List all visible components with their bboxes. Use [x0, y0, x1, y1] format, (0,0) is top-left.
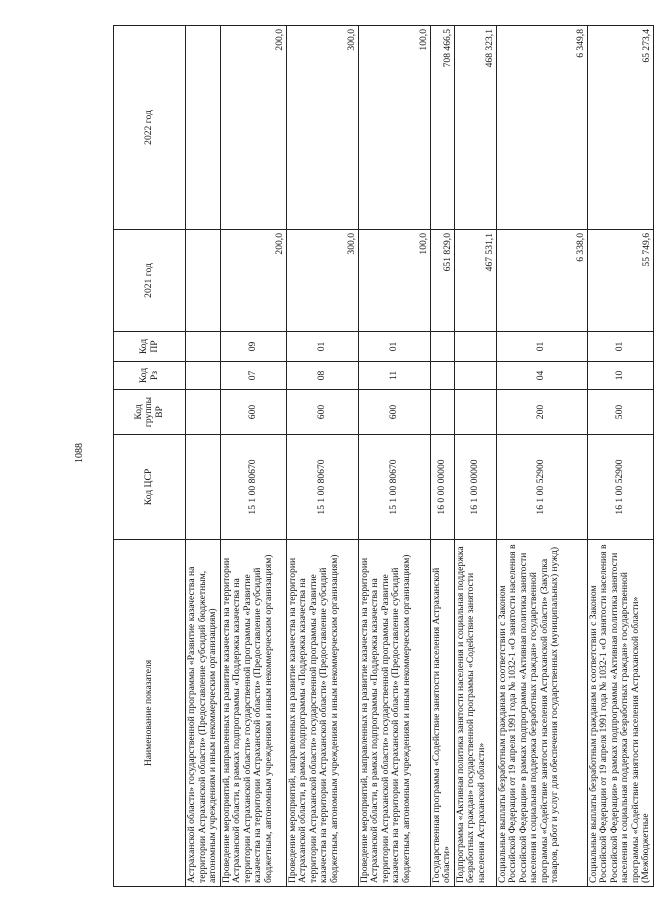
row-2022: 200,0 [220, 26, 286, 230]
header-csr: Код ЦСР [114, 435, 186, 540]
row-csr: 16 1 00 52900 [496, 435, 587, 540]
header-rz: Код Рз [114, 362, 186, 390]
row-name: Подпрограмма «Активная политика занятости населения и социальная поддержка безработных граждан» государственной программы «Содействие занятости населения Астраханской области» [454, 540, 496, 887]
header-row [114, 26, 186, 887]
row-csr: 15 1 00 80670 [358, 435, 430, 540]
table-row [430, 26, 454, 887]
row-2022: 300,0 [286, 26, 358, 230]
row-rz: 10 [587, 362, 653, 390]
table-row [358, 26, 430, 887]
row-csr: 16 0 00 00000 [430, 435, 454, 540]
row-rz: 07 [220, 362, 286, 390]
row-2021: 55 749,6 [587, 230, 653, 332]
row-name: Проведение мероприятий, направленных на развитие казачества на территории Астраханской области, в рамках подпрограммы «Поддержка казачества на территории Астраханской области» государственной программы «Развитие казачества на территории Астраханской области» (Предоставление субсидий бюджетным, автономным учреждениям и иным некоммерческим организациям) [286, 540, 358, 887]
row-vr: 600 [358, 390, 430, 435]
row-name: Астраханской области» государственной программы «Развитие казачества на территории Астраханской области» (Предоставление субсидий бюджетным, автономным учреждениям и иным некоммерческим организациям) [186, 540, 221, 887]
row-csr [186, 435, 221, 540]
row-vr: 600 [220, 390, 286, 435]
row-vr: 600 [286, 390, 358, 435]
row-vr [186, 390, 221, 435]
row-2022: 100,0 [358, 26, 430, 230]
row-pr: 01 [286, 332, 358, 362]
row-pr: 01 [496, 332, 587, 362]
row-name: Проведение мероприятий, направленных на развитие казачества на территории Астраханской области, в рамках подпрограммы «Поддержка казачества на территории Астраханской области» государственной программы «Развитие казачества на территории Астраханской области» (Предоставление субсидий бюджетным, автономным учреждениям и иным некоммерческим организациям) [220, 540, 286, 887]
header-name: Наименование показателя [114, 540, 186, 887]
row-name: Социальные выплаты безработным гражданам в соответствии с Законом Российской Федерации от 19 апреля 1991 года № 1032-1 «О занятости населения в Российской Федерации» в рамках подпрограммы «Активная политика занятости населения и социальная поддержка безработных граждан» государственной программы «Содействие занятости населения Астраханской области» (Закупка товаров, работ и услуг для обеспечения государственных (муниципальных) нужд) [496, 540, 587, 887]
row-csr: 16 1 00 00000 [454, 435, 496, 540]
row-2022: 708 466,5 [430, 26, 454, 230]
row-pr: 01 [587, 332, 653, 362]
table-row [587, 26, 653, 887]
row-pr [454, 332, 496, 362]
row-2022: 65 273,4 [587, 26, 653, 230]
row-2022 [186, 26, 221, 230]
table-row [220, 26, 286, 887]
row-rz: 08 [286, 362, 358, 390]
row-rz [454, 362, 496, 390]
row-2022: 468 323,1 [454, 26, 496, 230]
row-vr [454, 390, 496, 435]
row-2021: 200,0 [220, 230, 286, 332]
row-2022: 6 349,8 [496, 26, 587, 230]
row-pr [186, 332, 221, 362]
row-rz: 04 [496, 362, 587, 390]
row-csr: 15 1 00 80670 [220, 435, 286, 540]
row-vr: 200 [496, 390, 587, 435]
table-row [454, 26, 496, 887]
row-vr: 500 [587, 390, 653, 435]
row-2021: 300,0 [286, 230, 358, 332]
table-row [496, 26, 587, 887]
row-2021 [186, 230, 221, 332]
row-2021: 100,0 [358, 230, 430, 332]
header-pr: Код ПР [114, 332, 186, 362]
header-vr: Код группы ВР [114, 390, 186, 435]
row-csr: 15 1 00 80670 [286, 435, 358, 540]
budget-table [113, 25, 654, 887]
row-2021: 6 338,0 [496, 230, 587, 332]
row-rz [186, 362, 221, 390]
row-2021: 467 531,1 [454, 230, 496, 332]
table-row [186, 26, 221, 887]
row-csr: 16 1 00 52900 [587, 435, 653, 540]
row-pr: 09 [220, 332, 286, 362]
row-name: Проведение мероприятий, направленных на развитие казачества на территории Астраханской области, в рамках подпрограммы «Поддержка казачества на территории Астраханской области» государственной программы «Развитие казачества на территории Астраханской области» (Предоставление субсидий бюджетным, автономным учреждениям и иным некоммерческим организациям) [358, 540, 430, 887]
header-2021: 2021 год [114, 230, 186, 332]
row-rz: 11 [358, 362, 430, 390]
row-rz [430, 362, 454, 390]
row-2021: 651 829,0 [430, 230, 454, 332]
row-pr [430, 332, 454, 362]
header-2022: 2022 год [114, 26, 186, 230]
row-name: Социальные выплаты безработным гражданам в соответствии с Законом Российской Федерации от 19 апреля 1991 года № 1032-1 «О занятости населения в Российской Федерации» в рамках подпрограммы «Активная политика занятости населения и социальная поддержка безработных граждан» государственной программы «Содействие занятости населения Астраханской области» (Межбюджетные [587, 540, 653, 887]
row-vr [430, 390, 454, 435]
table-row [286, 26, 358, 887]
page-number: 1088 [74, 443, 85, 463]
row-pr: 01 [358, 332, 430, 362]
rotated-table-container [113, 26, 652, 887]
row-name: Государственная программа «Содействие занятости населения Астраханской области» [430, 540, 454, 887]
